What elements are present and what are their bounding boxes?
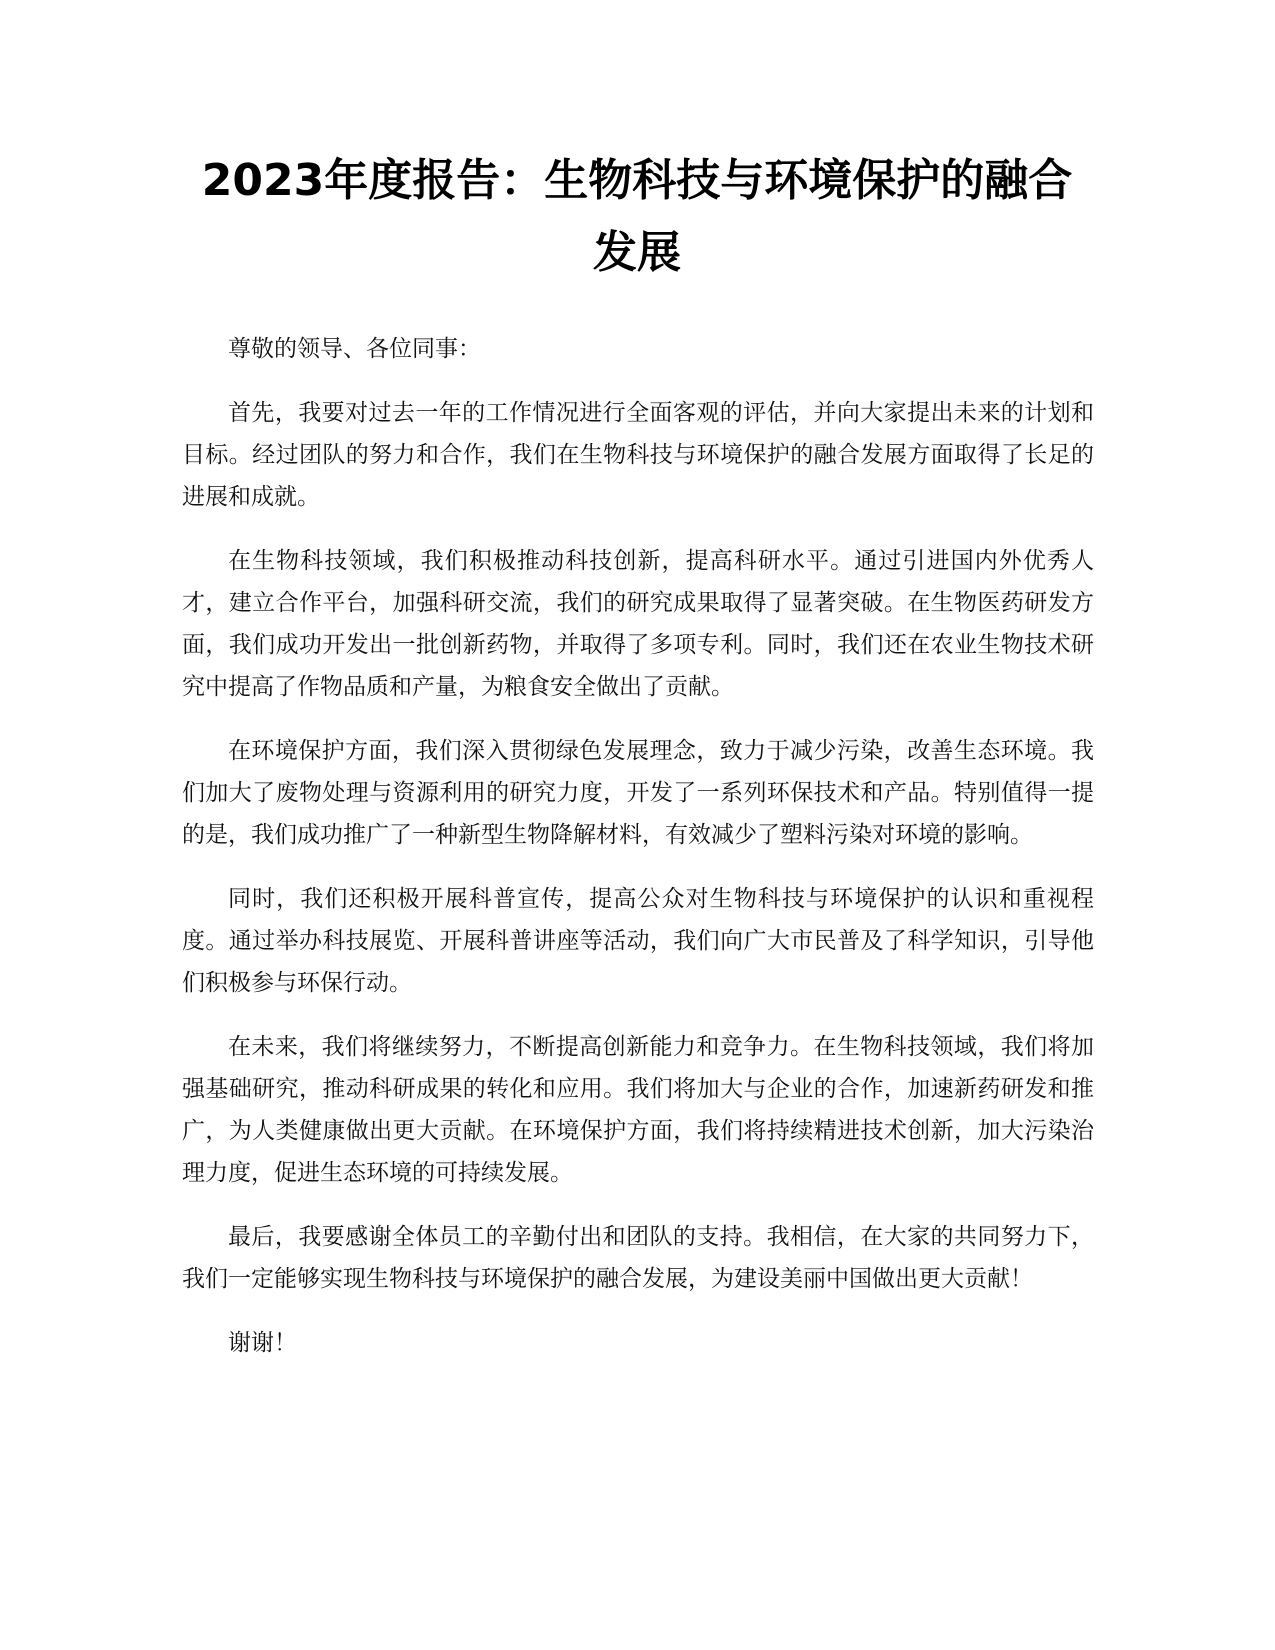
- document-body: [182, 328, 1094, 1386]
- document-title: 2023年度报告：生物科技与环境保护的融合发展: [201, 155, 1073, 278]
- paragraph-biotech: 在生物科技领域，我们积极推动科技创新，提高科研水平。通过引进国内外优秀人才，建立合作平台，加强科研交流，我们的研究成果取得了显著突破。在生物医药研发方面，我们成功开发出一批创新药物，并取得了多项专利。同时，我们还在农业生物技术研究中提高了作物品质和产量，为粮食安全做出了贡献。: [182, 548, 1094, 700]
- paragraph-thanks: 谢谢！: [228, 1330, 297, 1356]
- paragraph-outreach: 同时，我们还积极开展科普宣传，提高公众对生物科技与环境保护的认识和重视程度。通过举办科技展览、开展科普讲座等活动，我们向广大市民普及了科学知识，引导他们积极参与环保行动。: [182, 886, 1094, 996]
- paragraph-future: 在未来，我们将继续努力，不断提高创新能力和竞争力。在生物科技领域，我们将加强基础研究，推动科研成果的转化和应用。我们将加大与企业的合作，加速新药研发和推广，为人类健康做出更大贡献。在环境保护方面，我们将持续精进技术创新，加大污染治理力度，促进生态环境的可持续发展。: [182, 1034, 1094, 1186]
- paragraph-closing: 最后，我要感谢全体员工的辛勤付出和团队的支持。我相信，在大家的共同努力下，我们一定能够实现生物科技与环境保护的融合发展，为建设美丽中国做出更大贡献！: [182, 1224, 1094, 1292]
- paragraph-introduction: 首先，我要对过去一年的工作情况进行全面客观的评估，并向大家提出未来的计划和目标。经过团队的努力和合作，我们在生物科技与环境保护的融合发展方面取得了长足的进展和成就。: [182, 400, 1094, 510]
- paragraph-environment: 在环境保护方面，我们深入贯彻绿色发展理念，致力于减少污染，改善生态环境。我们加大了废物处理与资源利用的研究力度，开发了一系列环保技术和产品。特别值得一提的是，我们成功推广了一种新型生物降解材料，有效减少了塑料污染对环境的影响。: [182, 738, 1094, 848]
- paragraph-salutation: 尊敬的领导、各位同事：: [228, 336, 481, 362]
